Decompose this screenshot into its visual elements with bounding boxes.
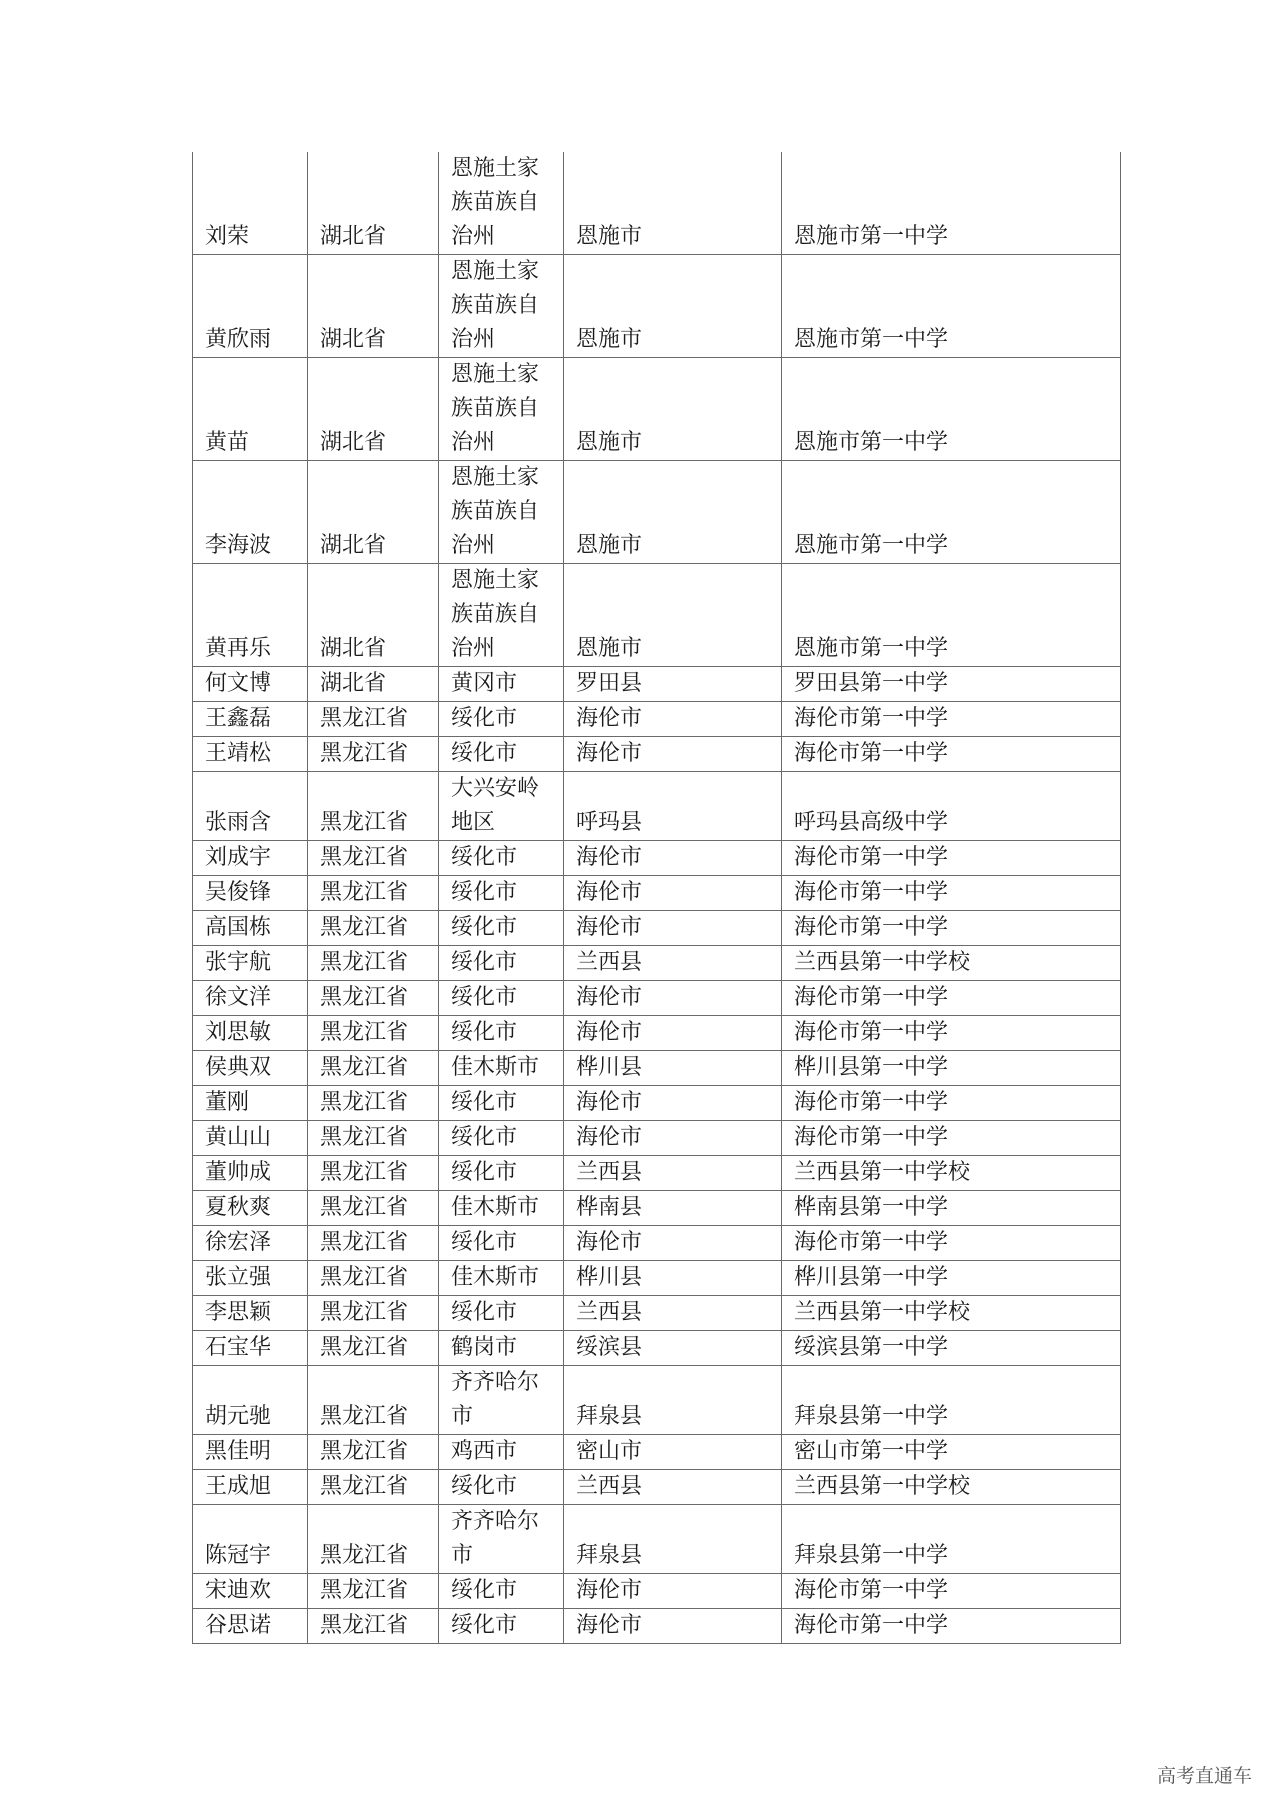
province-cell: 黑龙江省	[308, 1156, 439, 1191]
city-cell: 绥化市	[439, 1156, 564, 1191]
student-name-cell: 徐宏泽	[193, 1226, 308, 1261]
county-cell: 呼玛县	[564, 772, 782, 841]
province-cell: 黑龙江省	[308, 1609, 439, 1644]
table-row	[193, 1121, 1121, 1156]
county-cell: 海伦市	[564, 876, 782, 911]
table-row	[193, 1086, 1121, 1121]
student-roster-table	[192, 152, 1121, 1644]
table-row	[193, 1296, 1121, 1331]
county-cell: 海伦市	[564, 841, 782, 876]
table-row	[193, 1261, 1121, 1296]
county-cell: 绥滨县	[564, 1331, 782, 1366]
student-name-cell: 董刚	[193, 1086, 308, 1121]
student-name-cell: 王成旭	[193, 1470, 308, 1505]
table-row	[193, 461, 1121, 564]
student-name-cell: 石宝华	[193, 1331, 308, 1366]
county-cell: 恩施市	[564, 255, 782, 358]
table-row	[193, 737, 1121, 772]
student-name-cell: 谷思诺	[193, 1609, 308, 1644]
city-cell: 鹤岗市	[439, 1331, 564, 1366]
student-name-cell: 陈冠宇	[193, 1505, 308, 1574]
county-cell: 海伦市	[564, 1121, 782, 1156]
school-cell: 兰西县第一中学校	[782, 1470, 1121, 1505]
school-cell: 海伦市第一中学	[782, 1086, 1121, 1121]
province-cell: 黑龙江省	[308, 1226, 439, 1261]
school-cell: 海伦市第一中学	[782, 1121, 1121, 1156]
school-cell: 恩施市第一中学	[782, 358, 1121, 461]
table-row	[193, 1470, 1121, 1505]
table-row	[193, 702, 1121, 737]
city-cell: 绥化市	[439, 1609, 564, 1644]
table-row	[193, 1156, 1121, 1191]
student-name-cell: 宋迪欢	[193, 1574, 308, 1609]
table-row	[193, 358, 1121, 461]
province-cell: 黑龙江省	[308, 772, 439, 841]
city-cell: 绥化市	[439, 1574, 564, 1609]
city-cell: 黄冈市	[439, 667, 564, 702]
city-cell: 恩施土家 族苗族自 治州	[439, 152, 564, 255]
city-cell: 绥化市	[439, 1296, 564, 1331]
city-cell: 绥化市	[439, 1016, 564, 1051]
county-cell: 桦川县	[564, 1051, 782, 1086]
table-row	[193, 1226, 1121, 1261]
city-cell: 佳木斯市	[439, 1261, 564, 1296]
student-name-cell: 张宇航	[193, 946, 308, 981]
county-cell: 桦南县	[564, 1191, 782, 1226]
school-cell: 密山市第一中学	[782, 1435, 1121, 1470]
school-cell: 兰西县第一中学校	[782, 1156, 1121, 1191]
school-cell: 兰西县第一中学校	[782, 1296, 1121, 1331]
city-cell: 绥化市	[439, 1470, 564, 1505]
province-cell: 黑龙江省	[308, 1331, 439, 1366]
table-row	[193, 841, 1121, 876]
school-cell: 桦川县第一中学	[782, 1261, 1121, 1296]
city-cell: 齐齐哈尔 市	[439, 1505, 564, 1574]
county-cell: 海伦市	[564, 981, 782, 1016]
student-name-cell: 黄山山	[193, 1121, 308, 1156]
student-name-cell: 黄苗	[193, 358, 308, 461]
province-cell: 黑龙江省	[308, 1435, 439, 1470]
table-row	[193, 876, 1121, 911]
student-name-cell: 侯典双	[193, 1051, 308, 1086]
province-cell: 黑龙江省	[308, 1505, 439, 1574]
table-row	[193, 1331, 1121, 1366]
county-cell: 罗田县	[564, 667, 782, 702]
school-cell: 兰西县第一中学校	[782, 946, 1121, 981]
student-name-cell: 刘荣	[193, 152, 308, 255]
table-row	[193, 1435, 1121, 1470]
table-row	[193, 911, 1121, 946]
school-cell: 桦川县第一中学	[782, 1051, 1121, 1086]
student-name-cell: 黄再乐	[193, 564, 308, 667]
school-cell: 海伦市第一中学	[782, 1609, 1121, 1644]
student-name-cell: 刘成宇	[193, 841, 308, 876]
county-cell: 桦川县	[564, 1261, 782, 1296]
province-cell: 黑龙江省	[308, 1366, 439, 1435]
table-row	[193, 1051, 1121, 1086]
table-row	[193, 946, 1121, 981]
student-name-cell: 张雨含	[193, 772, 308, 841]
city-cell: 恩施土家 族苗族自 治州	[439, 564, 564, 667]
footer-watermark-label: 高考直通车	[1156, 1765, 1252, 1787]
student-name-cell: 董帅成	[193, 1156, 308, 1191]
county-cell: 海伦市	[564, 1609, 782, 1644]
student-name-cell: 胡元驰	[193, 1366, 308, 1435]
school-cell: 恩施市第一中学	[782, 152, 1121, 255]
school-cell: 恩施市第一中学	[782, 255, 1121, 358]
province-cell: 黑龙江省	[308, 946, 439, 981]
city-cell: 绥化市	[439, 702, 564, 737]
city-cell: 恩施土家 族苗族自 治州	[439, 358, 564, 461]
city-cell: 恩施土家 族苗族自 治州	[439, 255, 564, 358]
county-cell: 海伦市	[564, 1016, 782, 1051]
table-row	[193, 1574, 1121, 1609]
student-name-cell: 黄欣雨	[193, 255, 308, 358]
school-cell: 海伦市第一中学	[782, 876, 1121, 911]
county-cell: 海伦市	[564, 1574, 782, 1609]
school-cell: 海伦市第一中学	[782, 841, 1121, 876]
county-cell: 恩施市	[564, 358, 782, 461]
province-cell: 黑龙江省	[308, 1051, 439, 1086]
student-name-cell: 何文博	[193, 667, 308, 702]
student-name-cell: 高国栋	[193, 911, 308, 946]
province-cell: 黑龙江省	[308, 1470, 439, 1505]
province-cell: 湖北省	[308, 461, 439, 564]
city-cell: 绥化市	[439, 1226, 564, 1261]
school-cell: 罗田县第一中学	[782, 667, 1121, 702]
school-cell: 恩施市第一中学	[782, 461, 1121, 564]
province-cell: 黑龙江省	[308, 1191, 439, 1226]
school-cell: 海伦市第一中学	[782, 737, 1121, 772]
student-name-cell: 李思颖	[193, 1296, 308, 1331]
province-cell: 黑龙江省	[308, 911, 439, 946]
province-cell: 黑龙江省	[308, 1296, 439, 1331]
county-cell: 海伦市	[564, 737, 782, 772]
province-cell: 黑龙江省	[308, 981, 439, 1016]
city-cell: 绥化市	[439, 946, 564, 981]
county-cell: 兰西县	[564, 1470, 782, 1505]
city-cell: 绥化市	[439, 737, 564, 772]
county-cell: 恩施市	[564, 152, 782, 255]
county-cell: 兰西县	[564, 946, 782, 981]
table-row	[193, 772, 1121, 841]
school-cell: 海伦市第一中学	[782, 1226, 1121, 1261]
county-cell: 海伦市	[564, 911, 782, 946]
city-cell: 大兴安岭 地区	[439, 772, 564, 841]
student-name-cell: 徐文洋	[193, 981, 308, 1016]
student-name-cell: 夏秋爽	[193, 1191, 308, 1226]
table-row	[193, 1366, 1121, 1435]
county-cell: 恩施市	[564, 461, 782, 564]
province-cell: 黑龙江省	[308, 1016, 439, 1051]
table-row	[193, 1191, 1121, 1226]
province-cell: 黑龙江省	[308, 841, 439, 876]
city-cell: 绥化市	[439, 981, 564, 1016]
province-cell: 黑龙江省	[308, 1574, 439, 1609]
county-cell: 拜泉县	[564, 1366, 782, 1435]
province-cell: 湖北省	[308, 564, 439, 667]
city-cell: 佳木斯市	[439, 1191, 564, 1226]
student-name-cell: 李海波	[193, 461, 308, 564]
province-cell: 湖北省	[308, 255, 439, 358]
province-cell: 黑龙江省	[308, 1121, 439, 1156]
table-row	[193, 1609, 1121, 1644]
school-cell: 拜泉县第一中学	[782, 1366, 1121, 1435]
student-name-cell: 黑佳明	[193, 1435, 308, 1470]
county-cell: 兰西县	[564, 1296, 782, 1331]
table-row	[193, 152, 1121, 255]
city-cell: 绥化市	[439, 1121, 564, 1156]
school-cell: 海伦市第一中学	[782, 911, 1121, 946]
student-name-cell: 吴俊锋	[193, 876, 308, 911]
city-cell: 绥化市	[439, 1086, 564, 1121]
county-cell: 恩施市	[564, 564, 782, 667]
table-row	[193, 981, 1121, 1016]
school-cell: 桦南县第一中学	[782, 1191, 1121, 1226]
school-cell: 恩施市第一中学	[782, 564, 1121, 667]
school-cell: 呼玛县高级中学	[782, 772, 1121, 841]
school-cell: 绥滨县第一中学	[782, 1331, 1121, 1366]
county-cell: 海伦市	[564, 1086, 782, 1121]
province-cell: 黑龙江省	[308, 876, 439, 911]
school-cell: 海伦市第一中学	[782, 1574, 1121, 1609]
province-cell: 黑龙江省	[308, 702, 439, 737]
province-cell: 黑龙江省	[308, 737, 439, 772]
county-cell: 密山市	[564, 1435, 782, 1470]
table-row	[193, 667, 1121, 702]
student-name-cell: 王靖松	[193, 737, 308, 772]
county-cell: 海伦市	[564, 702, 782, 737]
province-cell: 湖北省	[308, 667, 439, 702]
student-name-cell: 张立强	[193, 1261, 308, 1296]
city-cell: 鸡西市	[439, 1435, 564, 1470]
roster-body	[193, 152, 1121, 1644]
table-row	[193, 1016, 1121, 1051]
city-cell: 绥化市	[439, 911, 564, 946]
city-cell: 恩施土家 族苗族自 治州	[439, 461, 564, 564]
province-cell: 黑龙江省	[308, 1261, 439, 1296]
province-cell: 湖北省	[308, 152, 439, 255]
school-cell: 海伦市第一中学	[782, 702, 1121, 737]
province-cell: 湖北省	[308, 358, 439, 461]
table-row	[193, 564, 1121, 667]
city-cell: 佳木斯市	[439, 1051, 564, 1086]
school-cell: 拜泉县第一中学	[782, 1505, 1121, 1574]
province-cell: 黑龙江省	[308, 1086, 439, 1121]
student-name-cell: 王鑫磊	[193, 702, 308, 737]
city-cell: 绥化市	[439, 876, 564, 911]
county-cell: 兰西县	[564, 1156, 782, 1191]
county-cell: 海伦市	[564, 1226, 782, 1261]
table-row	[193, 255, 1121, 358]
city-cell: 齐齐哈尔 市	[439, 1366, 564, 1435]
school-cell: 海伦市第一中学	[782, 981, 1121, 1016]
school-cell: 海伦市第一中学	[782, 1016, 1121, 1051]
county-cell: 拜泉县	[564, 1505, 782, 1574]
city-cell: 绥化市	[439, 841, 564, 876]
table-row	[193, 1505, 1121, 1574]
student-name-cell: 刘思敏	[193, 1016, 308, 1051]
